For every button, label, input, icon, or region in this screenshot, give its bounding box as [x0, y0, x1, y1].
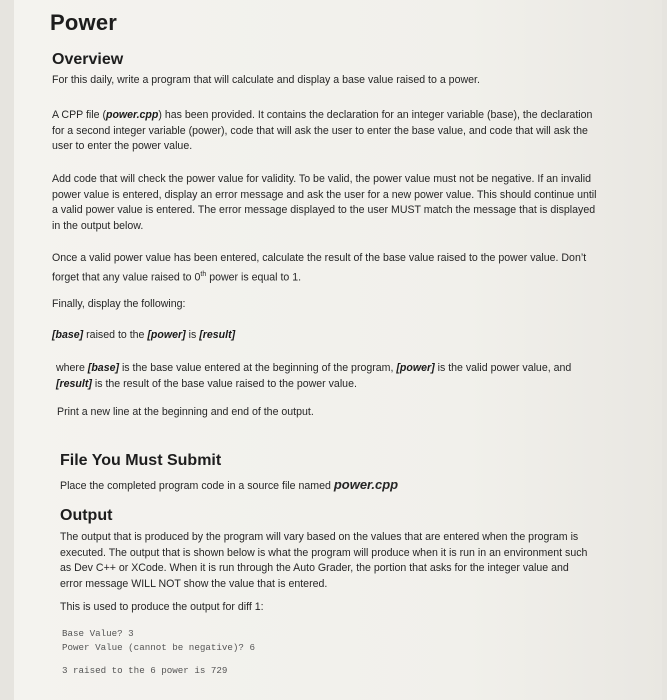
overview-paragraph-6: where [base] is the base value entered at the beginning of the program, [power] is the valid power value, and [result] is the result of the base value raised to the power value.: [56, 362, 572, 390]
overview-paragraph-2: A CPP file (power.cpp) has been provided. It contains the declaration for an integer variable (base), the declaration for a second integer variable (power), code that will ask the user to enter the base value, and code that will ask the user to enter the power value.: [52, 109, 593, 152]
submit-heading: File You Must Submit: [60, 452, 222, 469]
overview-paragraph-7: Print a new line at the beginning and end of the output.: [57, 406, 314, 418]
code-output-line-2: Power Value (cannot be negative)? 6: [62, 642, 255, 653]
submit-filename: power.cpp: [333, 477, 399, 492]
document-page: [14, 0, 662, 700]
output-heading: Output: [60, 507, 113, 524]
code-output-line-1: Base Value? 3: [62, 628, 134, 639]
overview-heading: Overview: [52, 51, 124, 68]
overview-paragraph-3: Add code that will check the power value for validity. To be valid, the power value must not be negative. If an invalid power value is entered, display an error message and ask the user for a new power value. This should continue until a valid power value is entered. The error message displayed to the user MUST match the message that is displayed in the output below.: [52, 173, 597, 232]
submit-paragraph: Place the completed program code in a source file named power.cpp: [60, 477, 399, 492]
overview-paragraph-4: Once a valid power value has been entered, calculate the result of the base value raised to the power value. Don’t forget that any value raised to 0th power is equal to 1.: [52, 252, 587, 284]
overview-paragraph-1: For this daily, write a program that will calculate and display a base value raised to a power.: [52, 74, 480, 86]
diff-label: This is used to produce the output for diff 1:: [60, 601, 264, 613]
overview-paragraph-5: Finally, display the following:: [52, 298, 186, 310]
code-output-line-3: 3 raised to the 6 power is 729: [62, 665, 228, 676]
output-paragraph: The output that is produced by the program will vary based on the values that are entered when the program is executed. The output that is shown below is what the program will produce when it is run in an environment such as Dev C++ or XCode. When it is run through the Auto Grader, the portion that asks for the integer value and error message WILL NOT show the value that is entered.: [60, 531, 588, 590]
output-format-line: [base] raised to the [power] is [result]: [52, 329, 236, 341]
page-title: Power: [50, 10, 118, 35]
